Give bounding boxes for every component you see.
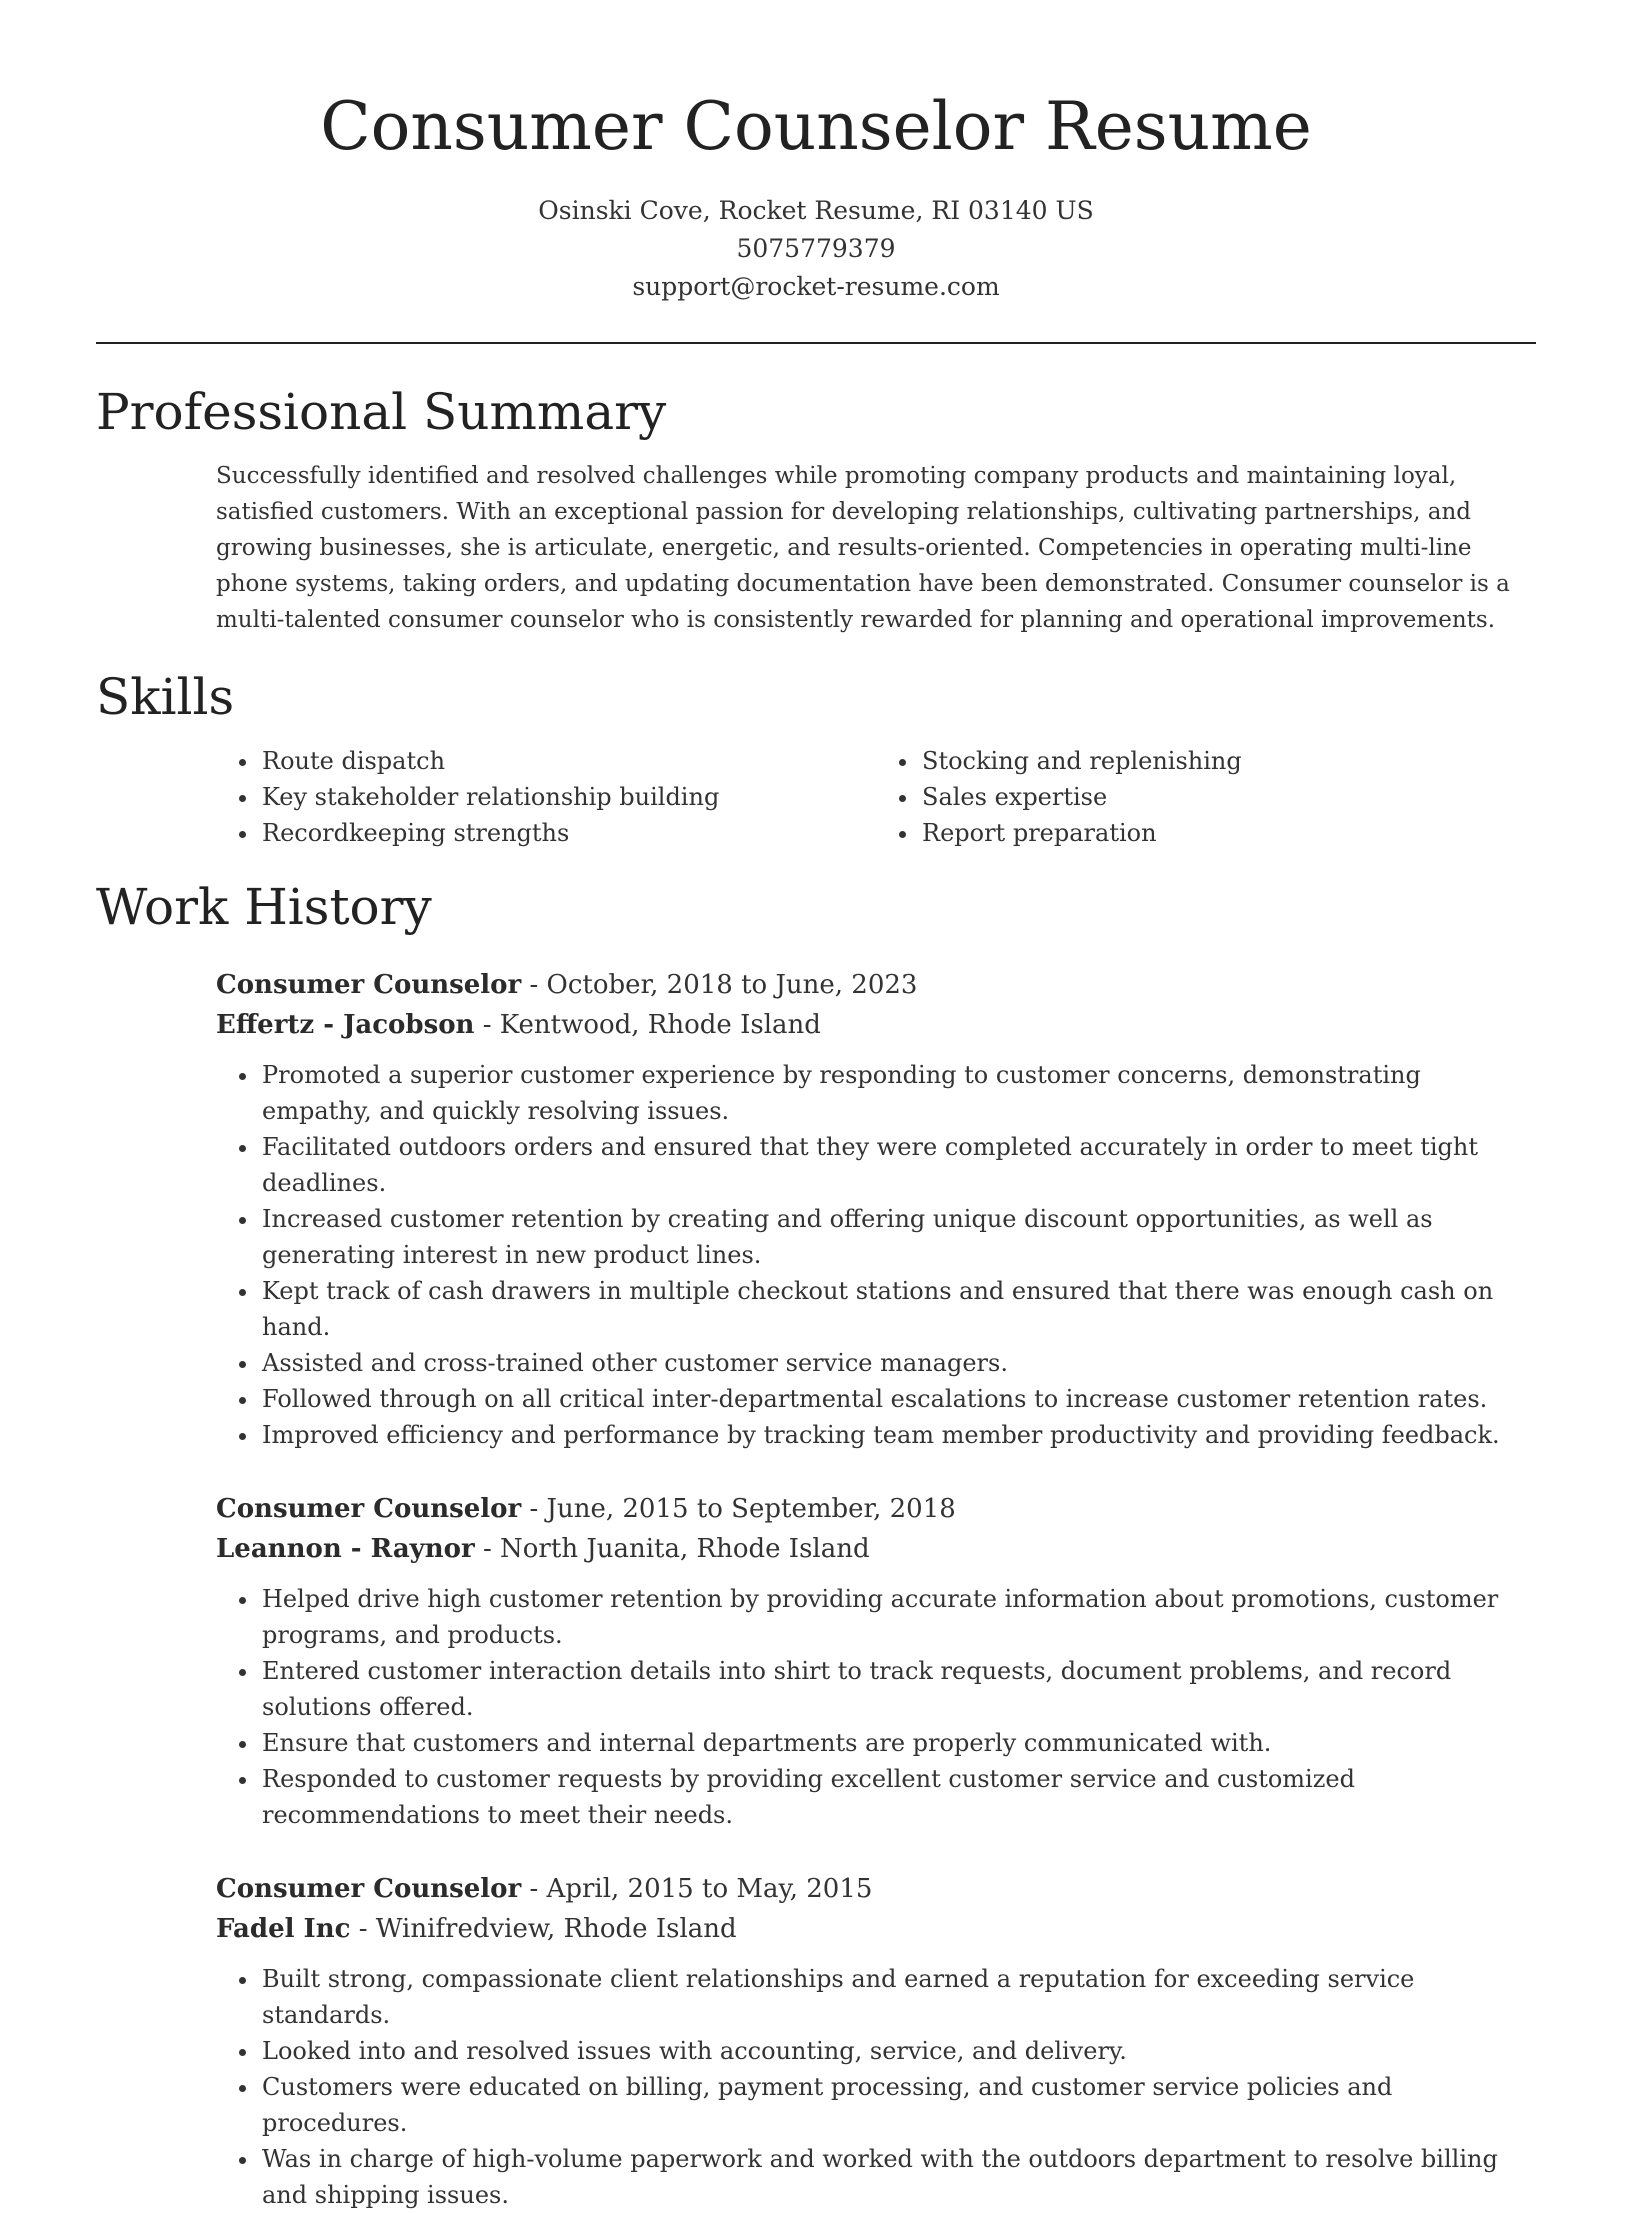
job-bullets xyxy=(216,1057,1536,1453)
job-bullet: • Facilitated outdoors orders and ensured that they were completed accurately in order to meet tight deadlines. xyxy=(260,1129,1536,1201)
skills-list-left xyxy=(216,743,876,851)
header-divider xyxy=(96,342,1536,344)
contact-address: Osinski Cove, Rocket Resume, RI 03140 US xyxy=(538,196,1094,225)
job-entry xyxy=(216,1489,1536,1833)
job-bullets xyxy=(216,1961,1536,2213)
resume-header xyxy=(0,0,1632,306)
job-entry xyxy=(216,965,1536,1453)
job-bullet: • Ensure that customers and internal departments are properly communicated with. xyxy=(260,1725,1536,1761)
summary-heading: Professional Summary xyxy=(96,383,667,441)
job-company-line xyxy=(216,1005,1536,1045)
job-bullet: • Increased customer retention by creating and offering unique discount opportunities, as well as generating interest in new product lines. xyxy=(260,1201,1536,1273)
job-bullet: • Promoted a superior customer experience by responding to customer concerns, demonstrating empathy, and quickly resolving issues. xyxy=(260,1057,1536,1129)
job-title: Consumer Counselor xyxy=(216,1874,522,1904)
resume-title: Consumer Counselor Resume xyxy=(320,88,1312,165)
job-bullet: • Assisted and cross-trained other customer service managers. xyxy=(260,1345,1536,1381)
skills-section xyxy=(96,665,1536,851)
skills-heading: Skills xyxy=(96,668,235,726)
job-bullet: • Helped drive high customer retention by providing accurate information about promotions, customer programs, and products. xyxy=(260,1581,1536,1653)
skill-item: • Sales expertise xyxy=(920,779,1536,815)
job-dates: - October, 2018 to June, 2023 xyxy=(521,970,918,1000)
work-history-section xyxy=(96,875,1536,2213)
job-company-line xyxy=(216,1909,1536,1949)
job-bullet: • Kept track of cash drawers in multiple checkout stations and ensured that there was enough cash on hand. xyxy=(260,1273,1536,1345)
job-bullet: • Customers were educated on billing, payment processing, and customer service policies and procedures. xyxy=(260,2069,1536,2141)
job-company: Effertz - Jacobson xyxy=(216,1010,475,1040)
job-company: Leannon - Raynor xyxy=(216,1534,475,1564)
job-location: - Winifredview, Rhode Island xyxy=(350,1914,737,1944)
contact-email: support@rocket-resume.com xyxy=(632,272,1000,301)
summary-text: Successfully identified and resolved challenges while promoting company products and maintaining loyal, satisfied customers. With an exceptional passion for developing relationships, cultivating partnerships, and growing businesses, she is articulate, energetic, and results-oriented. Competencies in operating multi-line phone systems, taking orders, and updating documentation have been demonstrated. Consumer counselor is a multi-talented consumer counselor who is consistently rewarded for planning and operational improvements. xyxy=(216,463,1510,633)
job-bullets xyxy=(216,1581,1536,1833)
job-bullet: • Responded to customer requests by providing excellent customer service and customized recommendations to meet their needs. xyxy=(260,1761,1536,1833)
skill-item: • Recordkeeping strengths xyxy=(260,815,876,851)
job-title: Consumer Counselor xyxy=(216,1494,522,1524)
job-bullet: • Improved efficiency and performance by tracking team member productivity and providing feedback. xyxy=(260,1417,1536,1453)
skills-list-right xyxy=(876,743,1536,851)
job-bullet: • Built strong, compassionate client relationships and earned a reputation for exceeding service standards. xyxy=(260,1961,1536,2033)
job-bullet: • Looked into and resolved issues with accounting, service, and delivery. xyxy=(260,2033,1536,2069)
job-entry xyxy=(216,1869,1536,2213)
summary-section xyxy=(96,380,1536,638)
job-dates: - June, 2015 to September, 2018 xyxy=(521,1494,956,1524)
job-title: Consumer Counselor xyxy=(216,970,522,1000)
contact-phone: 5075779379 xyxy=(736,234,896,263)
skill-item: • Stocking and replenishing xyxy=(920,743,1536,779)
job-company: Fadel Inc xyxy=(216,1914,351,1944)
skill-item: • Key stakeholder relationship building xyxy=(260,779,876,815)
job-location: - North Juanita, Rhode Island xyxy=(474,1534,870,1564)
skill-item: • Report preparation xyxy=(920,815,1536,851)
job-dates: - April, 2015 to May, 2015 xyxy=(521,1874,873,1904)
job-title-line xyxy=(216,1489,1536,1529)
job-title-line xyxy=(216,1869,1536,1909)
job-bullet: • Was in charge of high-volume paperwork and worked with the outdoors department to resolve billing and shipping issues. xyxy=(260,2141,1536,2213)
job-bullet: • Followed through on all critical inter-departmental escalations to increase customer retention rates. xyxy=(260,1381,1536,1417)
job-company-line xyxy=(216,1529,1536,1569)
job-location: - Kentwood, Rhode Island xyxy=(474,1010,821,1040)
job-title-line xyxy=(216,965,1536,1005)
contact-block xyxy=(0,192,1632,306)
job-bullet: • Entered customer interaction details into shirt to track requests, document problems, and record solutions offered. xyxy=(260,1653,1536,1725)
work-history-heading: Work History xyxy=(96,878,432,936)
skills-grid xyxy=(216,743,1536,851)
skill-item: • Route dispatch xyxy=(260,743,876,779)
